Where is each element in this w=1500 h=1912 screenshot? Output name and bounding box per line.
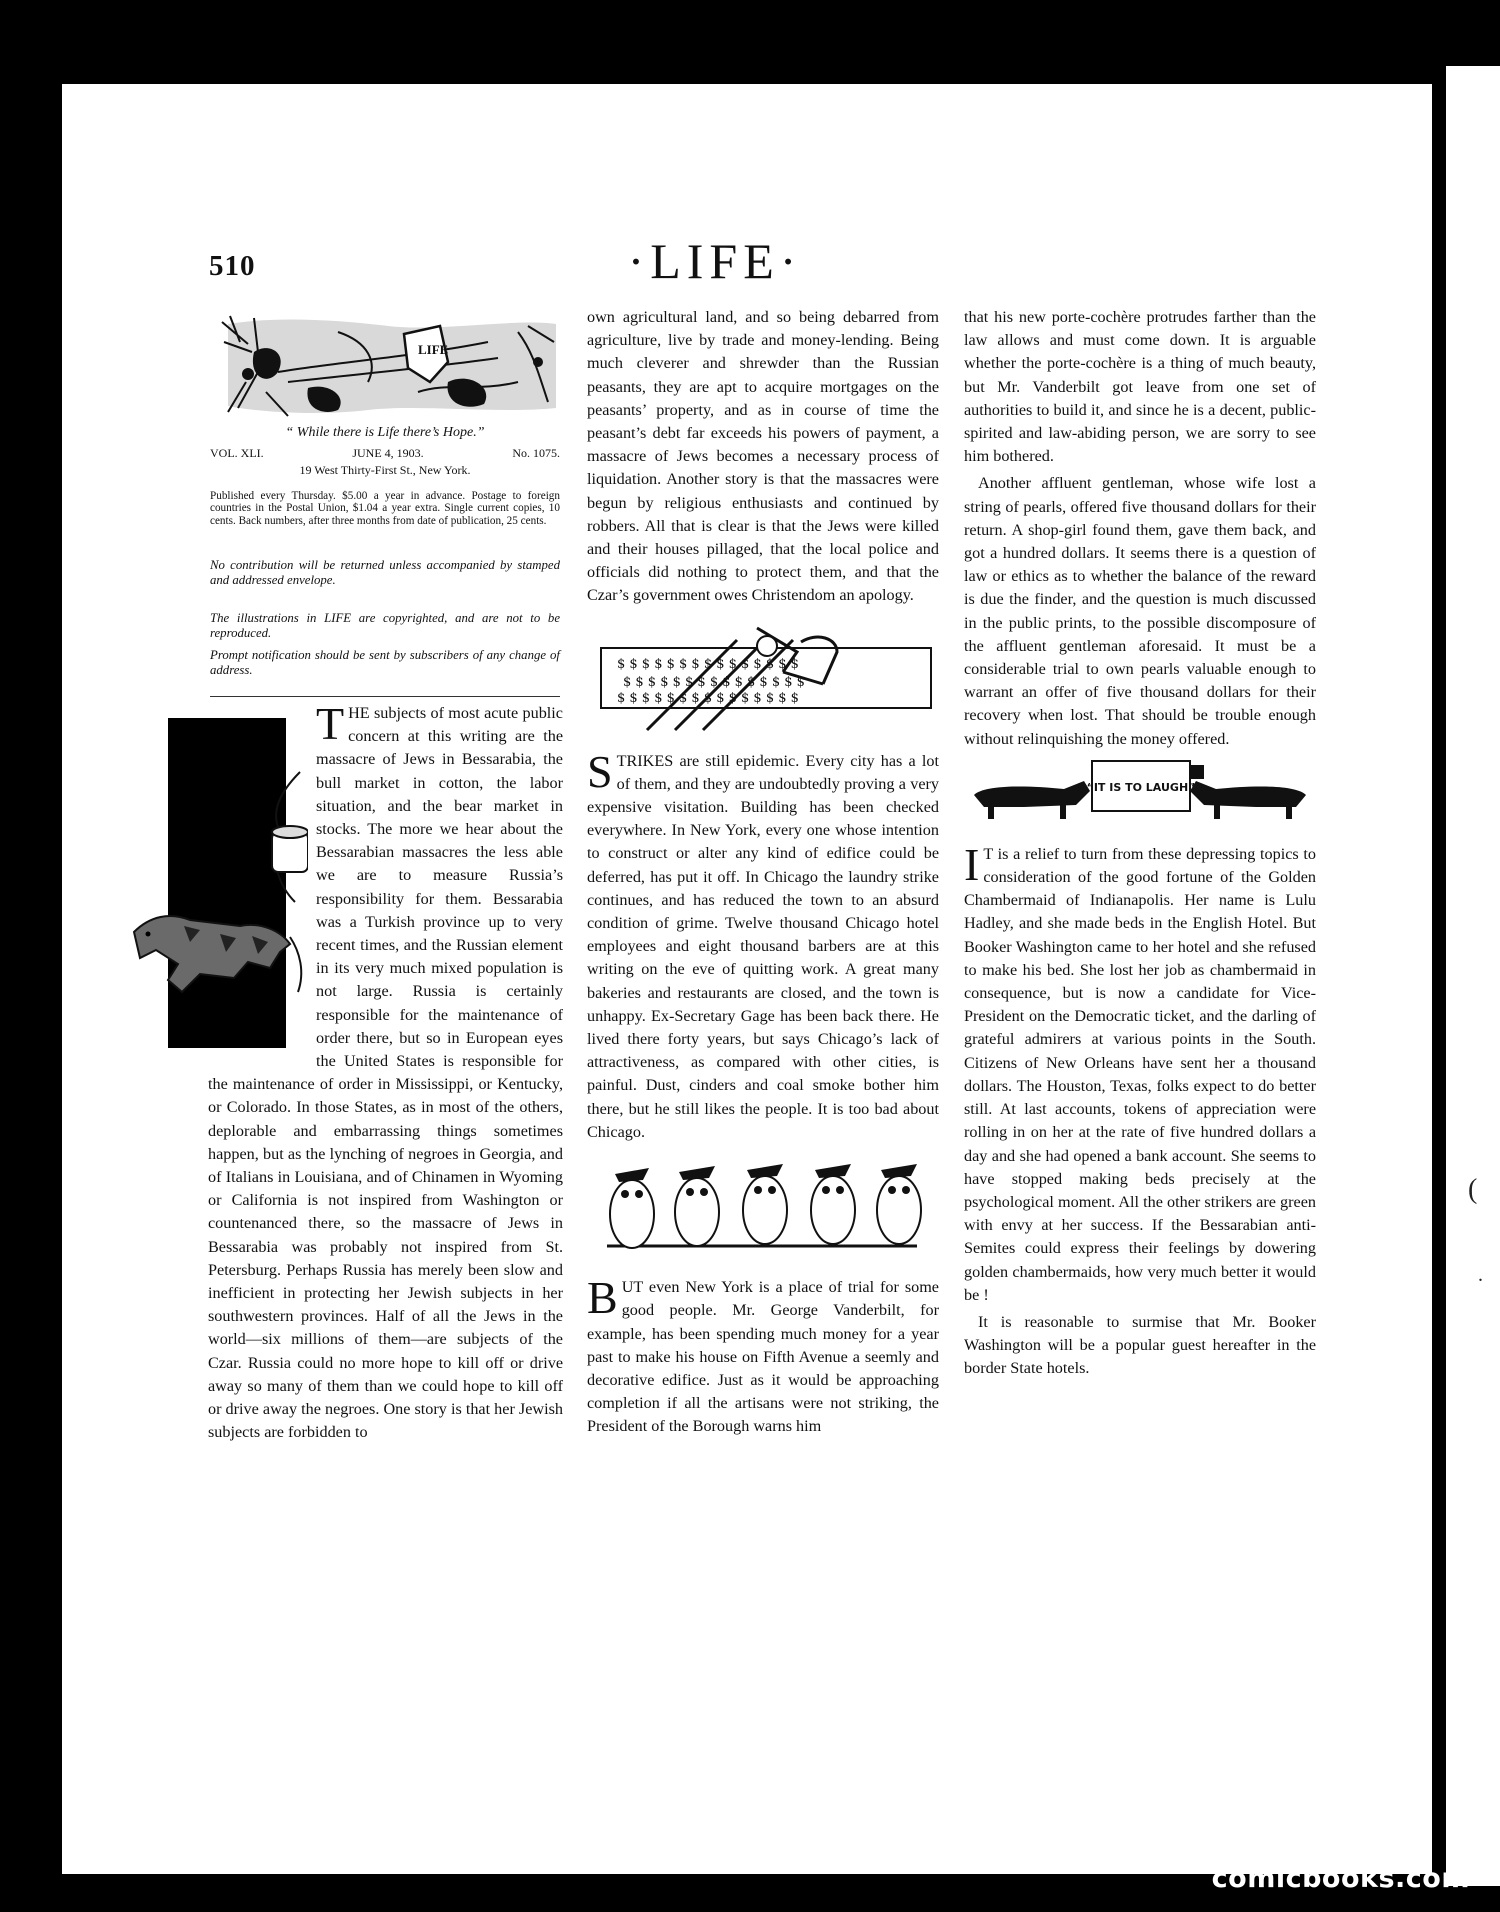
adjacent-page-mark: ( [1468, 1174, 1478, 1205]
article-column-1 [208, 698, 563, 1449]
dachshunds-art [964, 755, 1316, 833]
motto-caption: “ While there is Life there’s Hope.” [285, 425, 485, 440]
drop-cap: I [964, 838, 980, 890]
page-number: 510 [209, 250, 256, 282]
masthead-title: ·LIFE· [627, 233, 803, 289]
header-illustration-art [218, 312, 560, 418]
sign-text: “IT IS TO LAUGH” [1086, 780, 1196, 794]
note-notification: Prompt notification should be sent by subscribers of any change of address. [210, 648, 560, 677]
drop-cap: T [316, 698, 345, 749]
dollars-illustration [587, 612, 939, 744]
publication-info: Published every Thursday. $5.00 a year in advance. Postage to foreign countries in the Postal Union, $1.04 a year extra. Single current copies, 10 cents. Back numbers, after three months from date of publication, 25 cents. [210, 490, 560, 527]
article-paragraph: It is reasonable to surmise that Mr. Booker Washington will be a popular guest hereafter in the border State hotels. [964, 1312, 1316, 1378]
article-paragraph [587, 1272, 939, 1438]
article-paragraph: Another affluent gentleman, whose wife lost a string of pearls, offered five thousand dollars for their return. A shop-girl found them, gave them back, and got a hundred dollars. It seems there is a question of law or ethics as to whether the balance of the reward is due the finder, and the question is much discussed in the public prints, to the possible discomposure of the affluent gentleman aforesaid. It must be a considerable trial to own pearls valuable enough to warrant an offer of five thousand dollars for their recovery when lost. That should be trouble enough without relinquishing the money offered. [964, 474, 1316, 748]
adjacent-page-edge [1446, 66, 1500, 1886]
article-text: HE subjects of most acute public concern at this writing are the massacre of Jews in Bessarabia, the bull market in cotton, the labor situation, and the bear market in stocks. The more we hear about the Bessarabian massacres the less able we are to measure Russia’s responsibility for them. Bessarabia was a Turkish province up to very recent times, and the Russian element in its very much mixed population is not large. Russia is certainly responsible for the maintenance of order there, but so in European eyes the United States is responsible for the maintenance of order in Mississippi, or Kentucky, or Colorado. In those States, as in most of the others, deplorable and embarrassing things sometimes happen, but as the lynching of negroes in Georgia, and of Italians in Louisiana, and of Chinamen in Wyoming or California is not inspired from Washington or countenanced there, so the massacre of Jews in Bessarabia was probably not inspired from St. Petersburg. Perhaps Russia has merely been slow and inefficient in protecting her Jewish subjects in her southwestern provinces. Half of all the Jews in the world—six millions of them—are subjects of the Czar. Russia could no more hope to kill off or drive away so many of them than we could hope to kill off or drive away the negroes. One story is that her Jewish subjects are forbidden to [208, 704, 563, 1442]
issue-date: JUNE 4, 1903. [352, 446, 424, 460]
adjacent-page-mark: . [1478, 1264, 1483, 1286]
svg-text:$ $ $ $ $ $ $ $ $ $ $ $ $ $ $: $ $ $ $ $ $ $ $ $ $ $ $ $ $ $ [617, 690, 799, 706]
svg-text:$ $ $ $ $ $ $ $ $ $ $ $ $ $ $: $ $ $ $ $ $ $ $ $ $ $ $ $ $ $ [617, 656, 799, 672]
issue-number: No. 1075. [512, 446, 560, 460]
drop-cap: S [587, 745, 613, 797]
volume-line [210, 446, 560, 461]
article-text: T is a relief to turn from these depressing topics to consideration of the good fortune of the Golden Chambermaid of Indianapolis. Her name is Lulu Hadley, and she made beds in the English Hotel. But Booker Washington came to her hotel and she refused to make his bed. She lost her job as chambermaid in consequence, but is now a candidate for Vice-President on the Democratic ticket, and the darling of grateful admirers at various points in the South. Citizens of New Orleans have sent her a thousand dollars. The Houston, Texas, folks expect to do better still. At last accounts, tokens of appreciation were rolling in on her at the rate of five hundred dollars a day and she had opened a bank account. She seems to have stopped making beds precisely at the psychological moment. All the other strikers are green with envy at her success. If the Bessarabian anti-Semites could express their feelings by dowering golden chambermaids, how very much better it would be ! [964, 844, 1316, 1304]
article-paragraph: that his new porte-cochère protrudes farther than the law allows and must come down. It is arguable whether the porte-cochère is a thing of much beauty, but Mr. Vanderbilt got leave from one set of authorities to build it, and since he is a decent, public-spirited and law-abiding person, we are sorry to see him bothered. [964, 308, 1316, 466]
owls-illustration [587, 1148, 939, 1270]
svg-text:$ $ $ $ $ $ $ $ $ $ $ $ $ $ $: $ $ $ $ $ $ $ $ $ $ $ $ $ $ $ [623, 674, 805, 690]
owls-art [587, 1148, 939, 1266]
note-contributions: No contribution will be returned unless accompanied by stamped and addressed envelope. [210, 558, 560, 587]
drop-cap: B [587, 1272, 618, 1324]
dollars-art [587, 612, 939, 740]
article-paragraph: own agricultural land, and so being debarred from agriculture, live by trade and money-lending. Being much cleverer and shrewder than the Russian peasants, they are apt to acquire mortgages on the peasants’ property, and as in course of time the peasant’s debt far exceeds his powers of payment, a massacre of Jews becomes a necessary process of liquidation. Another story is that the massacres were begun by religious enthusiasts and continued by robbers. All that is clear is that the Jews were killed and their houses pillaged, that the local police and officials did nothing to protect them, and that the Czar’s government owes Christendom an apology. [587, 308, 939, 605]
note-copyright: The illustrations in LIFE are copyrighted, and are not to be reproduced. [210, 611, 560, 640]
article-text: UT even New York is a place of trial for some good people. Mr. George Vanderbilt, for example, has been spending much money for a year past to make his house on Fifth Avenue a seemly and decorative edifice. Just as it would be approaching completion if all the artisans were not striking, the President of the Borough warns him [587, 1278, 939, 1436]
dachshunds-illustration [964, 755, 1316, 835]
volume: VOL. XLI. [210, 446, 264, 460]
office-address: 19 West Thirty-First St., New York. [299, 463, 471, 477]
watermark: comicbooks.com [1211, 1863, 1470, 1894]
illustration-spacer [208, 702, 316, 1052]
article-text: TRIKES are still epidemic. Every city has a lot of them, and they are undoubtedly proving a very expensive visitation. Building has been checked everywhere. In New York, every one whose intention to construct or alter any kind of edifice could be deferred, has put it off. In Chicago the laundry strike continues, and has reduced the town to an absurd condition of grime. Twelve thousand Chicago hotel employees and eight thousand barbers are at this writing on the eve of quitting work. A great many bakeries and restaurants are closed, and the town is unhappy. Ex-Secretary Gage has been back there. He lived there forty years, but says Chicago’s lack of attractiveness, as compared with other cities, is painful. Dust, cinders and coal smoke bother him there, but he still likes the people. It is too bad about Chicago. [587, 751, 939, 1141]
article-paragraph [964, 838, 1316, 1307]
article-column-2 [587, 306, 939, 1443]
divider-rule [210, 696, 560, 697]
header-illustration [218, 312, 560, 418]
article-column-3 [964, 306, 1316, 1385]
shield-label: LIFE [418, 342, 449, 357]
article-paragraph [587, 745, 939, 1144]
